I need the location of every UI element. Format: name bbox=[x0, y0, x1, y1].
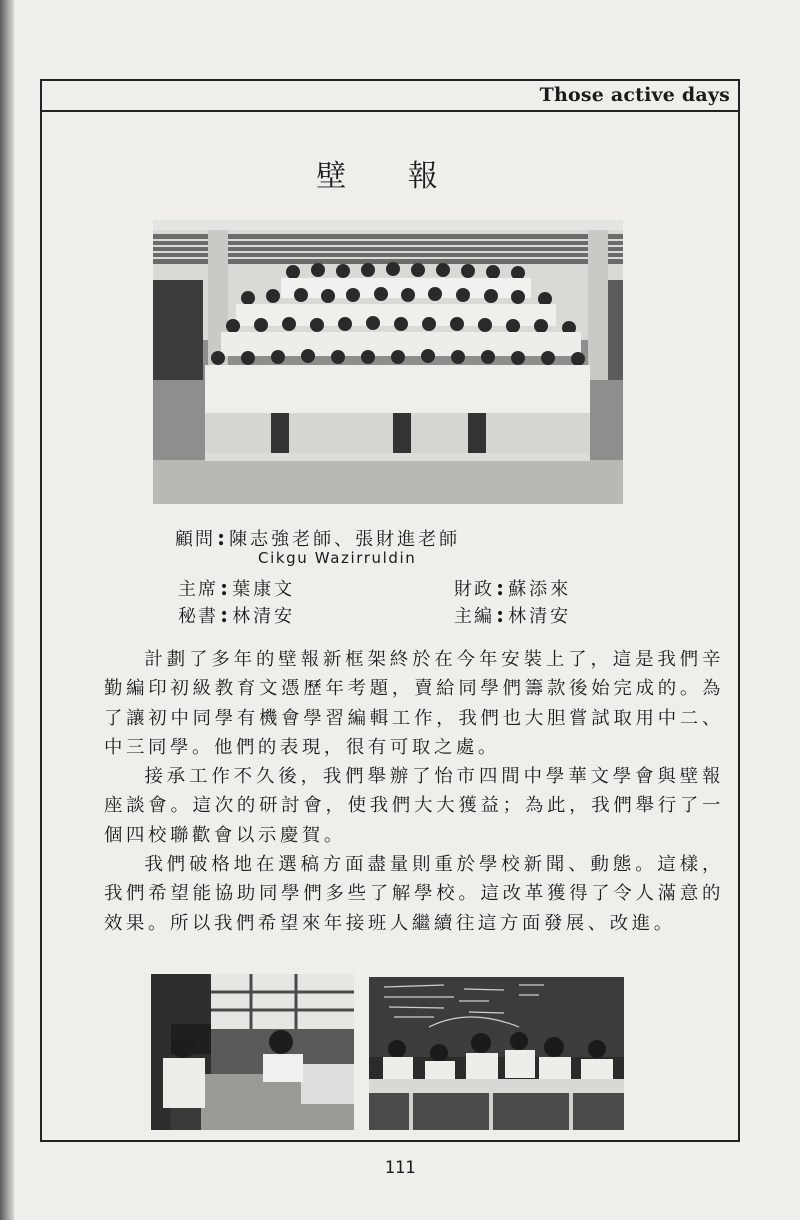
staff-names: 蘇添來 bbox=[508, 579, 572, 600]
page-frame bbox=[40, 79, 740, 1142]
header-bar bbox=[42, 81, 738, 112]
staff-names: 林清安 bbox=[232, 606, 296, 627]
staff-secretary bbox=[178, 602, 295, 628]
staff-role: 主席 bbox=[178, 579, 218, 600]
staff-role: 顧問 bbox=[175, 529, 215, 550]
article-body bbox=[104, 645, 724, 938]
article-paragraph: 接承工作不久後，我們舉辦了怡市四間中學華文學會與壁報座談會。這次的研討會，使我們大大獲益；為此，我們舉行了一個四校聯歡會以示慶賀。 bbox=[104, 766, 724, 846]
staff-names: 陳志強老師、張財進老師 bbox=[229, 529, 461, 550]
staff-names: 葉康文 bbox=[232, 579, 296, 600]
staff-colon: : bbox=[496, 602, 505, 628]
group-photo bbox=[153, 220, 623, 504]
staff-colon: : bbox=[220, 602, 229, 628]
section-header-title: Those active days bbox=[539, 84, 730, 106]
book-spine-shadow bbox=[0, 0, 14, 1220]
staff-advisor-extra: Cikgu Wazirruldin bbox=[258, 549, 417, 567]
staff-role: 秘書 bbox=[178, 606, 218, 627]
staff-editor bbox=[454, 602, 571, 628]
staff-colon: : bbox=[217, 525, 226, 551]
staff-colon: : bbox=[220, 575, 229, 601]
staff-treasurer bbox=[454, 575, 571, 601]
staff-chairman bbox=[178, 575, 295, 601]
seminar-photo bbox=[369, 977, 624, 1130]
staff-advisor bbox=[175, 525, 460, 551]
article-paragraph: 計劃了多年的壁報新框架終於在今年安裝上了，這是我們辛勤編印初級教育文憑歷年考題，賣給同學們籌款後始完成的。為了讓初中同學有機會學習編輯工作，我們也大胆嘗試取用中二、中三同學。他們的表現，很有可取之處。 bbox=[104, 649, 724, 758]
meeting-photo bbox=[151, 974, 354, 1130]
page-number: 111 bbox=[384, 1158, 416, 1178]
staff-names: 林清安 bbox=[508, 606, 572, 627]
staff-role: 主編 bbox=[454, 606, 494, 627]
staff-role: 財政 bbox=[454, 579, 494, 600]
article-paragraph: 我們破格地在選稿方面盡量則重於學校新聞、動態。這樣，我們希望能協助同學們多些了解學校。這改革獲得了令人滿意的效果。所以我們希望來年接班人繼續往這方面發展、改進。 bbox=[104, 854, 724, 934]
page-title: 壁 報 bbox=[316, 159, 464, 194]
staff-colon: : bbox=[496, 575, 505, 601]
